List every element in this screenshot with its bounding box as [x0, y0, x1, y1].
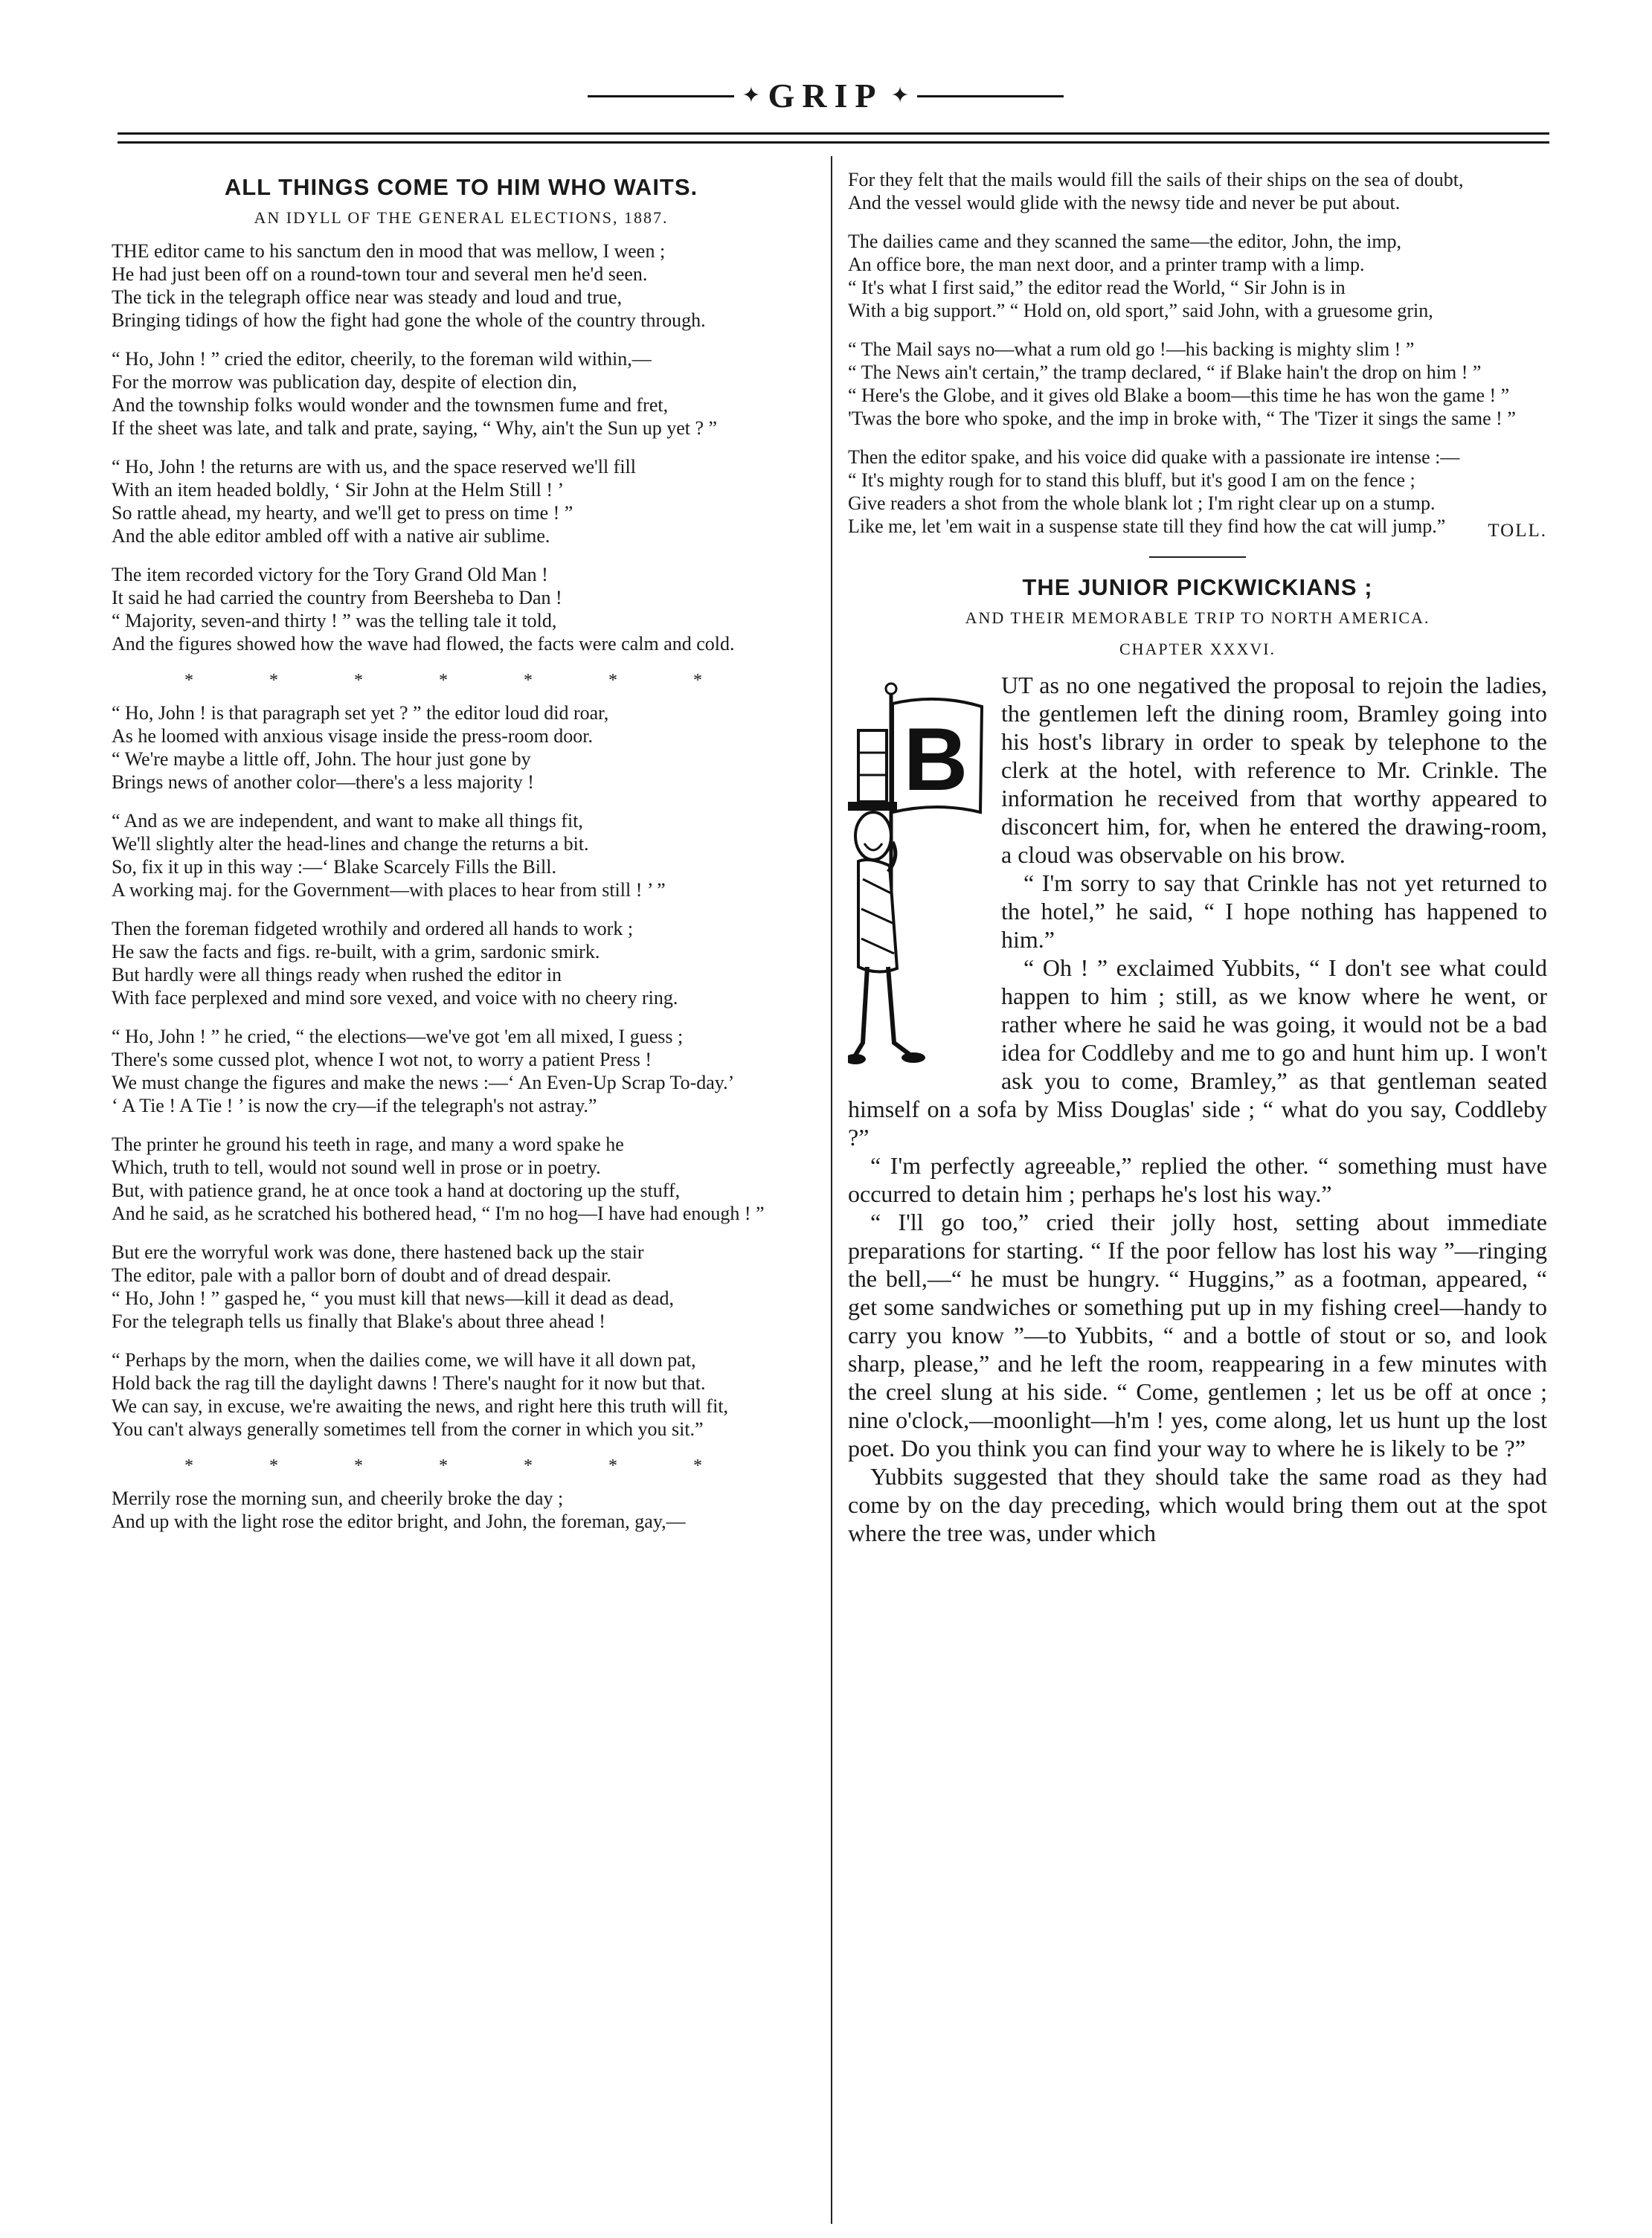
- poem-line: If the sheet was late, and talk and prate, saying, “ Why, ain't the Sun up yet ? ”: [112, 417, 718, 439]
- right-column: [848, 168, 1547, 1547]
- poem-line: “ It's what I first said,” the editor read the World, “ Sir John is in: [848, 277, 1346, 298]
- poem-stanza: [112, 917, 811, 1009]
- poem-line: But ere the worryful work was done, there hastened back up the stair: [112, 1241, 644, 1263]
- poem-stanza: [112, 701, 811, 794]
- poem-line: And the vessel would glide with the newsy tide and never be put about.: [848, 192, 1401, 213]
- poem-line: Like me, let 'em wait in a suspense state till they find how the cat will jump.”: [848, 515, 1446, 537]
- poem-line: We'll slightly alter the head-lines and change the returns a bit.: [112, 833, 589, 855]
- poem-stanza: [112, 1133, 811, 1225]
- poem-section: [112, 701, 811, 1441]
- poem-line: There's some cussed plot, whence I wot not, to worry a patient Press !: [112, 1049, 652, 1070]
- poem-stanza: [112, 455, 811, 547]
- poem-stanza: [848, 230, 1547, 322]
- poem-line: With an item headed boldly, ‘ Sir John at the Helm Still ! ’: [112, 479, 565, 501]
- poem-stanza: [112, 563, 811, 655]
- masthead-rule-left: [588, 95, 734, 97]
- poem-stanza: [112, 347, 811, 440]
- poem-line: The tick in the telegraph office near was steady and loud and true,: [112, 286, 623, 308]
- article-heading: ALL THINGS COME TO HIM WHO WAITS.: [224, 174, 698, 200]
- poem-line: He had just been off on a round-town tour and several men he'd seen.: [112, 263, 648, 285]
- left-column: [112, 168, 811, 1549]
- poem-line: “ Ho, John ! ” cried the editor, cheerily, to the foreman wild within,—: [112, 348, 652, 370]
- poem-line: You can't always generally sometimes tell from the corner in which you sit.”: [112, 1418, 704, 1440]
- poem-line: For the telegraph tells us finally that Blake's about three ahead !: [112, 1311, 605, 1332]
- story-paragraph: “ I'm perfectly agreeable,” replied the other. “ something must have occurred to detain him ; perhaps he's lost his way.”: [848, 1152, 1547, 1207]
- poem-line: The item recorded victory for the Tory Grand Old Man !: [112, 564, 548, 585]
- poem-line: “ Ho, John ! ” he cried, “ the elections—we've got 'em all mixed, I guess ;: [112, 1026, 684, 1047]
- story-paragraph: “ I'm sorry to say that Crinkle has not yet returned to the hotel,” he said, “ I hope nothing has happened to him.”: [1001, 869, 1547, 953]
- poem-line: THE editor came to his sanctum den in mood that was mellow, I ween ;: [112, 240, 666, 262]
- poem-line: It said he had carried the country from Beersheba to Dan !: [112, 587, 562, 608]
- masthead-rule-right: [917, 95, 1064, 97]
- poem-line: “ It's mighty rough for to stand this bluff, but it's good I am on the fence ;: [848, 469, 1415, 491]
- poem-line: Then the foreman fidgeted wrothily and ordered all hands to work ;: [112, 918, 634, 939]
- masthead: [588, 77, 1064, 115]
- poem-line: We can say, in excuse, we're awaiting the news, and right here this truth will fit,: [112, 1395, 729, 1417]
- section-break: * * * * * * *: [184, 1456, 738, 1476]
- poem-line: So rattle ahead, my hearty, and we'll get to press on time ! ”: [112, 502, 573, 524]
- poem-stanza: [112, 1241, 811, 1333]
- poem-line: Brings news of another color—there's a less majority !: [112, 771, 534, 793]
- poem-line: “ Here's the Globe, and it gives old Blake a boom—this time he has won the game ! ”: [848, 385, 1510, 406]
- poem-continuation: [848, 168, 1547, 538]
- poem-line: For the morrow was publication day, despite of election din,: [112, 371, 577, 393]
- article-subheading: AN IDYLL OF THE GENERAL ELECTIONS, 1887.: [254, 208, 669, 227]
- story-paragraph: UT as no one negatived the proposal to rejoin the ladies, the gentlemen left the dining room, Bramley going into his host's library in order to speak by telephone to the clerk at the hotel, with reference to Mr. Crinkle. The information he received from that worthy appeared to disconcert him, for, when he entered the drawing-room, a cloud was observable on his brow.: [1001, 672, 1547, 868]
- poem-line: “ And as we are independent, and want to make all things fit,: [112, 810, 583, 832]
- man-with-flag-icon: [848, 671, 989, 1073]
- poem-line: “ Perhaps by the morn, when the dailies come, we will have it all down pat,: [112, 1349, 696, 1371]
- poem-line: “ Ho, John ! is that paragraph set yet ? ” the editor loud did roar,: [112, 702, 609, 724]
- poem-line: For they felt that the mails would fill the sails of their ships on the sea of doubt,: [848, 169, 1464, 190]
- story-paragraph: Yubbits suggested that they should take the same road as they had come by on the day preceding, which would bring them out at the spot where the tree was, under which: [848, 1463, 1547, 1546]
- poem-stanza: [112, 239, 811, 332]
- poem-line: With face perplexed and mind sore vexed, and voice with no cheery ring.: [112, 987, 678, 1009]
- poem-section: [112, 239, 811, 655]
- story-heading: THE JUNIOR PICKWICKIANS ;: [1022, 574, 1373, 600]
- poem-section: [112, 1487, 811, 1533]
- poem-line: And he said, as he scratched his bothered head, “ I'm no hog—I have had enough ! ”: [112, 1203, 765, 1224]
- poem-stanza: [112, 1348, 811, 1441]
- chapter-heading: CHAPTER XXXVI.: [1119, 640, 1276, 658]
- poem-line: Merrily rose the morning sun, and cheerily broke the day ;: [112, 1488, 564, 1509]
- poem-line: ‘ A Tie ! A Tie ! ’ is now the cry—if the telegraph's not astray.”: [112, 1095, 597, 1116]
- story-paragraph: “ Oh ! ” exclaimed Yubbits, “ I don't see what could happen to him ; still, as we know where he went, or rather where he said he was going, it would not be a bad idea for Coddleby and me to go and hunt him up. I won't ask you to come, Bramley,” as that gentleman seated himself on a sofa by Miss Douglas' side ; “ what do you say, Coddleby ?”: [848, 954, 1547, 1151]
- poem-line: “ Majority, seven-and thirty ! ” was the telling tale it told,: [112, 610, 557, 631]
- section-break: * * * * * * *: [184, 671, 738, 690]
- poem-line: The dailies came and they scanned the same—the editor, John, the imp,: [848, 231, 1402, 252]
- poem-line: 'Twas the bore who spoke, and the imp in broke with, “ The 'Tizer it sings the same ! ”: [848, 408, 1516, 429]
- dropcap-letter: B: [903, 710, 968, 809]
- poem-line: As he loomed with anxious visage inside the press-room door.: [112, 725, 594, 747]
- poem-line: Which, truth to tell, would not sound well in prose or in poetry.: [112, 1157, 601, 1178]
- poem-line: “ The Mail says no—what a rum old go !—his backing is mighty slim ! ”: [848, 338, 1415, 360]
- poem-stanza: [848, 446, 1547, 538]
- star-ornament-icon: ✦: [890, 83, 910, 108]
- poem-stanza: [848, 168, 1547, 214]
- poem-line: Hold back the rag till the daylight dawns ! There's naught for it now but that.: [112, 1372, 706, 1394]
- story-subheading: AND THEIR MEMORABLE TRIP TO NORTH AMERICA.: [965, 608, 1430, 627]
- poem-line: The printer he ground his teeth in rage, and many a word spake he: [112, 1134, 624, 1155]
- poem-stanza: [112, 809, 811, 901]
- poem-line: “ We're maybe a little off, John. The hour just gone by: [112, 748, 531, 770]
- poem-line: “ The News ain't certain,” the tramp declared, “ if Blake hain't the drop on him ! ”: [848, 361, 1482, 383]
- poem-stanza: [112, 1025, 811, 1117]
- poem-line: An office bore, the man next door, and a printer tramp with a limp.: [848, 254, 1365, 275]
- poem-line: Bringing tidings of how the fight had gone the whole of the country through.: [112, 309, 706, 331]
- poem-line: He saw the facts and figs. re-built, with a grim, sardonic smirk.: [112, 941, 600, 962]
- masthead-title: GRIP: [768, 77, 884, 115]
- poem-line: “ Ho, John ! the returns are with us, and the space reserved we'll fill: [112, 456, 637, 477]
- poem-line: And the able editor ambled off with a native air sublime.: [112, 525, 550, 547]
- story-paragraph: “ I'll go too,” cried their jolly host, setting about immediate preparations for starting. “ If the poor fellow has lost his way ”—ringing the bell,—“ he must be hungry. “ Huggins,” as a footman, appeared, “ get some sandwiches or something put up in my fishing creel—handy to carry you know ”—to Yubbits, “ and a bottle of stout or so, and look sharp, please,” and he left the room, reappearing in a few minutes with the creel slung at his side. “ Come, gentlemen ; let us be off at once ; nine o'clock,—moonlight—h'm ! yes, come along, let us hunt up the lost poet. Do you think you can find your way to where he is likely to be ?”: [848, 1209, 1547, 1462]
- star-ornament-icon: ✦: [742, 83, 761, 108]
- poem-line: And the figures showed how the wave had flowed, the facts were calm and cold.: [112, 633, 735, 655]
- poem-line: “ Ho, John ! ” gasped he, “ you must kill that news—kill it dead as dead,: [112, 1287, 675, 1309]
- poem-line: And up with the light rose the editor bright, and John, the foreman, gay,—: [112, 1511, 686, 1532]
- poem-line: But hardly were all things ready when rushed the editor in: [112, 964, 562, 985]
- poem-line: So, fix it up in this way :—‘ Blake Scarcely Fills the Bill.: [112, 856, 556, 878]
- dropcap-illustration: [848, 671, 989, 1073]
- masthead-rule-bottom: [118, 141, 1549, 144]
- divider-rule: [1149, 556, 1246, 558]
- poem-stanza: [112, 1487, 811, 1533]
- poem-line: We must change the figures and make the news :—‘ An Even-Up Scrap To-day.’: [112, 1072, 735, 1093]
- poem-line: The editor, pale with a pallor born of doubt and of dread despair.: [112, 1264, 611, 1286]
- poem-stanza: [848, 338, 1547, 430]
- author-signature: TOLL.: [1488, 521, 1547, 541]
- poem-line: With a big support.” “ Hold on, old sport,” said John, with a gruesome grin,: [848, 300, 1433, 321]
- masthead-rule-top: [118, 132, 1549, 135]
- story-body: [848, 671, 1547, 1547]
- poem-line: But, with patience grand, he at once took a hand at doctoring up the stuff,: [112, 1180, 681, 1201]
- poem-line: And the township folks would wonder and the townsmen fume and fret,: [112, 394, 669, 416]
- poem-line: Give readers a shot from the whole blank lot ; I'm right clear up on a stump.: [848, 492, 1436, 514]
- poem-line: Then the editor spake, and his voice did quake with a passionate ire intense :—: [848, 446, 1460, 468]
- poem-line: A working maj. for the Government—with places to hear from still ! ’ ”: [112, 879, 666, 901]
- column-divider: [831, 156, 832, 2224]
